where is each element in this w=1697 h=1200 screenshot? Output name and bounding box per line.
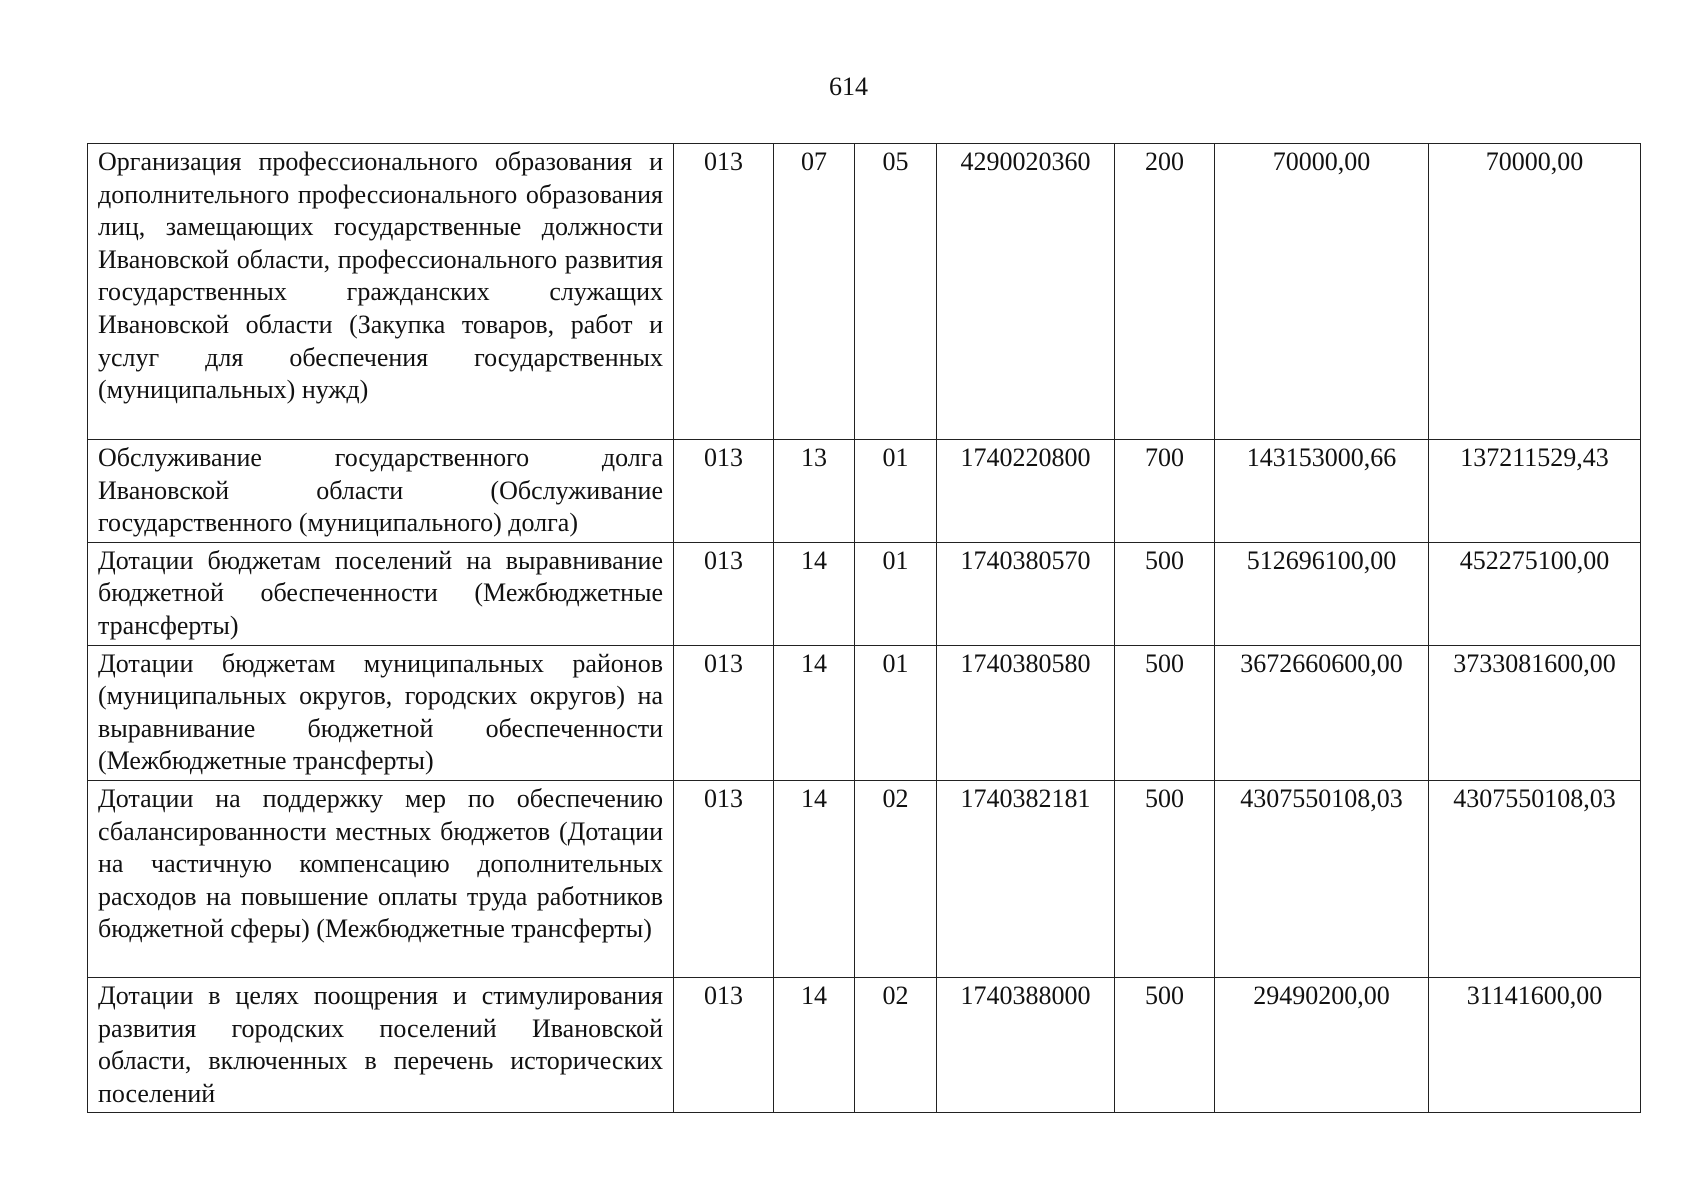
amount-second: 452275100,00 [1429,542,1641,645]
amount-first: 4307550108,03 [1215,780,1429,977]
ministry-code: 013 [674,440,774,543]
ministry-code: 013 [674,542,774,645]
section-code: 14 [774,780,855,977]
section-code: 14 [774,977,855,1112]
subsection-code: 02 [855,780,937,977]
table-row [88,440,1641,543]
expense-type-code: 700 [1115,440,1215,543]
amount-first: 3672660600,00 [1215,645,1429,780]
row-name: Обслуживание государственного долга Ивановской области (Обслуживание государственного (муниципального) долга) [88,440,674,543]
section-code: 14 [774,542,855,645]
target-article-code: 1740220800 [937,440,1115,543]
subsection-code: 02 [855,977,937,1112]
expense-type-code: 500 [1115,542,1215,645]
row-name: Дотации на поддержку мер по обеспечению сбалансированности местных бюджетов (Дотации на частичную компенсацию дополнительных расходов на повышение оплаты труда работников бюджетной сферы) (Межбюджетные трансферты) [88,780,674,977]
expense-type-code: 500 [1115,645,1215,780]
row-name: Дотации в целях поощрения и стимулирования развития городских поселений Ивановской области, включенных в перечень исторических поселений [88,977,674,1112]
amount-second: 70000,00 [1429,144,1641,440]
target-article-code: 4290020360 [937,144,1115,440]
ministry-code: 013 [674,977,774,1112]
ministry-code: 013 [674,645,774,780]
target-article-code: 1740382181 [937,780,1115,977]
row-name: Дотации бюджетам муниципальных районов (муниципальных округов, городских округов) на выравнивание бюджетной обеспеченности (Межбюджетные трансферты) [88,645,674,780]
amount-second: 4307550108,03 [1429,780,1641,977]
subsection-code: 01 [855,440,937,543]
amount-first: 143153000,66 [1215,440,1429,543]
section-code: 14 [774,645,855,780]
amount-second: 137211529,43 [1429,440,1641,543]
target-article-code: 1740388000 [937,977,1115,1112]
subsection-code: 01 [855,645,937,780]
table-row [88,977,1641,1112]
target-article-code: 1740380580 [937,645,1115,780]
ministry-code: 013 [674,780,774,977]
subsection-code: 05 [855,144,937,440]
amount-first: 512696100,00 [1215,542,1429,645]
subsection-code: 01 [855,542,937,645]
amount-first: 70000,00 [1215,144,1429,440]
section-code: 13 [774,440,855,543]
table-row [88,144,1641,440]
row-name: Дотации бюджетам поселений на выравнивание бюджетной обеспеченности (Межбюджетные трансферты) [88,542,674,645]
table-row [88,542,1641,645]
budget-table [87,143,1641,1113]
expense-type-code: 500 [1115,977,1215,1112]
amount-second: 31141600,00 [1429,977,1641,1112]
expense-type-code: 200 [1115,144,1215,440]
target-article-code: 1740380570 [937,542,1115,645]
ministry-code: 013 [674,144,774,440]
table-row [88,780,1641,977]
section-code: 07 [774,144,855,440]
amount-second: 3733081600,00 [1429,645,1641,780]
table-row [88,645,1641,780]
amount-first: 29490200,00 [1215,977,1429,1112]
expense-type-code: 500 [1115,780,1215,977]
page-number: 614 [829,72,868,101]
row-name: Организация профессионального образования и дополнительного профессионального образования лиц, замещающих государственные должности Ивановской области, профессионального развития государственных гражданских служащих Ивановской области (Закупка товаров, работ и услуг для обеспечения государственных (муниципальных) нужд) [88,144,674,440]
